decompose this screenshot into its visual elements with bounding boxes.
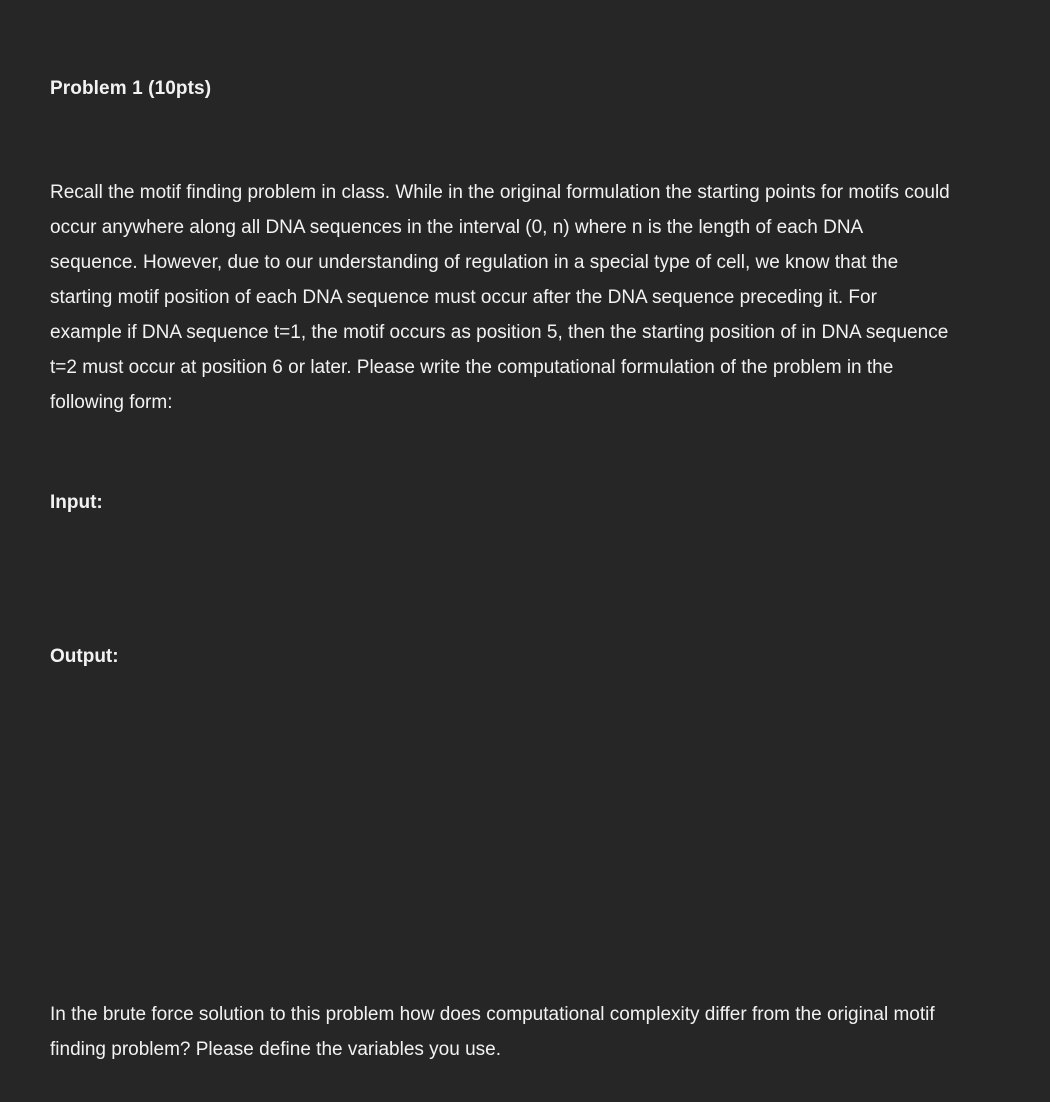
problem-description: Recall the motif finding problem in class. While in the original formulation the starting points for motifs could occur anywhere along all DNA sequences in the interval (0, n) where n is the length of each DNA sequence. However, due to our understanding of regulation in a special type of cell, we know that the starting motif position of each DNA sequence must occur after the DNA sequence preceding it. For example if DNA sequence t=1, the motif occurs as position 5, then the starting position of in DNA sequence t=2 must occur at position 6 or later. Please write the computational formulation of the problem in the following form: (50, 182, 950, 413)
complexity-question: In the brute force solution to this problem how does computational complexity differ from the original motif finding problem? Please define the variables you use. (50, 1004, 935, 1060)
output-label: Output: (50, 646, 119, 667)
input-label: Input: (50, 492, 103, 513)
problem-title: Problem 1 (10pts) (50, 78, 212, 99)
